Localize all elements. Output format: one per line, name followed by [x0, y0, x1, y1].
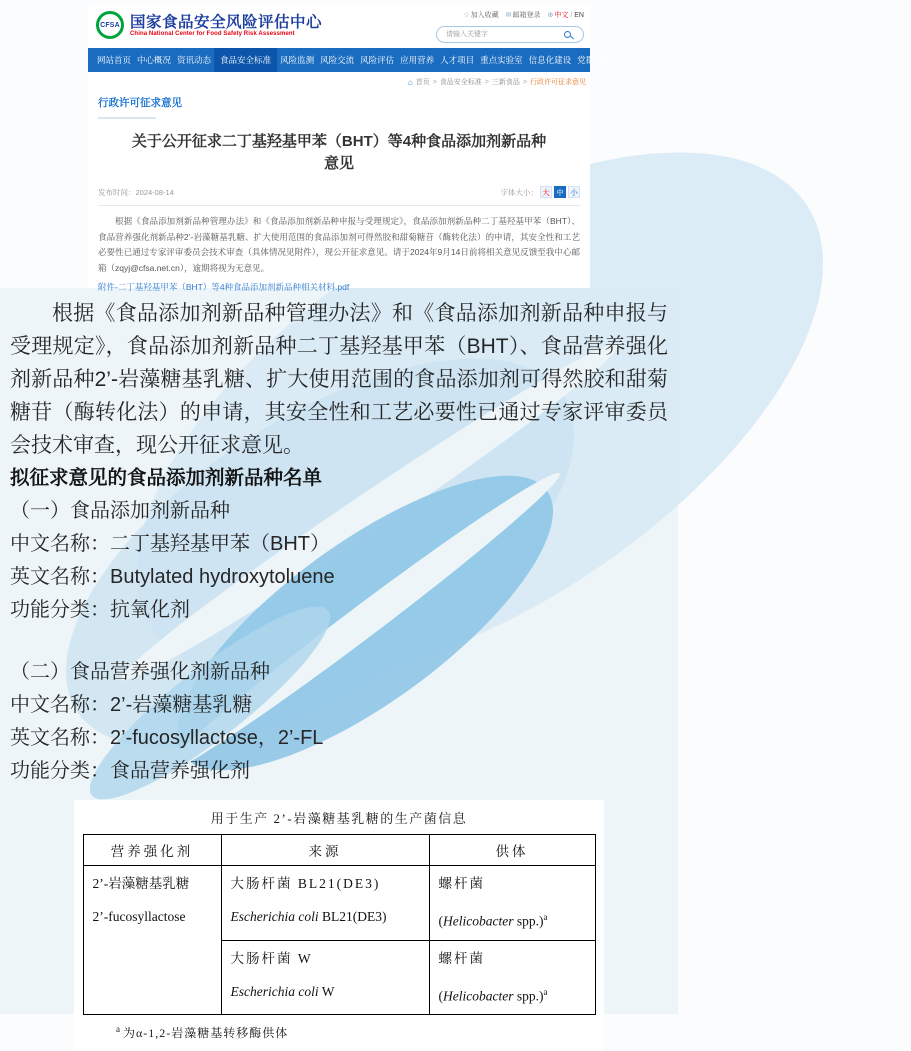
lang-en-link[interactable]: EN	[574, 12, 584, 19]
document-body-area	[0, 288, 678, 1040]
font-size-large-button[interactable]: 大	[540, 186, 552, 198]
nav-item-informatization[interactable]: 信息化建设	[528, 55, 572, 65]
cell-donor-1: 螺杆菌 (Helicobacter spp.)$^a$	[429, 866, 595, 941]
article-meta	[98, 183, 580, 205]
article-header	[88, 92, 590, 295]
font-size-small-button[interactable]: 小	[568, 186, 580, 198]
mail-icon: ✉	[505, 12, 512, 19]
globe-icon: ⊕	[547, 12, 554, 19]
production-bacteria-table	[83, 834, 596, 1015]
page-title: 关于公开征求二丁基羟基甲苯（BHT）等4种食品添加剂新品种意见	[131, 133, 547, 172]
document-text	[0, 288, 678, 788]
cell-donor-2: 螺杆菌 (Helicobacter spp.)$^a$	[429, 940, 595, 1015]
nav-item-key-laboratory[interactable]: 重点实验室	[480, 55, 523, 65]
cfsa-logo-icon	[96, 11, 124, 39]
breadcrumb-current: 行政许可征求意见	[530, 79, 586, 86]
home-icon: ⌂	[407, 77, 413, 87]
attachment-pdf-link[interactable]: 附件-二丁基羟基甲苯（BHT）等4种食品添加剂新品种相关材料.pdf	[98, 282, 350, 292]
nav-item-center-overview[interactable]: 中心概况	[137, 55, 172, 65]
main-navigation	[88, 48, 612, 72]
table-footnote: $^a$ 为α-1,2-岩藻糖基转移酶供体	[116, 1024, 289, 1040]
section-2-chinese-name: 中文名称：2’-岩藻糖基乳糖	[10, 694, 253, 716]
star-icon: ☆	[463, 12, 470, 19]
search-box[interactable]	[436, 26, 584, 43]
breadcrumb: ⌂ 首页 > 食品安全标准 > 三新食品 > 行政许可征求意见	[407, 77, 586, 87]
section-1-english-name: 英文名称：Butylated hydroxytoluene	[10, 566, 335, 588]
favorite-link[interactable]: ☆加入收藏	[463, 12, 499, 19]
nav-item-party-work[interactable]: 党群工作	[577, 55, 612, 65]
nav-item-food-safety-standards-active[interactable]: 食品安全标准	[214, 48, 277, 72]
table-row	[83, 866, 595, 941]
search-icon[interactable]	[564, 31, 571, 38]
site-name-english: China National Center for Food Safety Risk Assessment	[130, 30, 295, 37]
site-logo[interactable]	[96, 11, 322, 39]
divider	[98, 205, 580, 206]
cell-source-2: 大肠杆菌 W Escherichia coli W	[221, 940, 429, 1015]
section-title: 行政许可征求意见	[98, 97, 182, 109]
nav-item-home[interactable]: 网站首页	[97, 55, 132, 65]
site-header-card	[88, 5, 612, 292]
section-1-chinese-name: 中文名称：二丁基羟基甲苯（BHT）	[10, 533, 330, 555]
font-size-label: 字体大小：	[500, 187, 538, 197]
lang-zh-link[interactable]: 中文	[554, 12, 569, 19]
logo-abbr: CFSA	[100, 21, 120, 29]
search-input[interactable]	[446, 28, 561, 41]
nav-item-news[interactable]: 资讯动态	[177, 55, 212, 65]
breadcrumb-item-standards[interactable]: 食品安全标准	[439, 79, 482, 86]
list-heading: 拟征求意见的食品添加剂新品种名单	[10, 467, 323, 489]
section-2-function-class: 功能分类：食品营养强化剂	[10, 760, 250, 782]
nav-item-risk-communication[interactable]: 风险交流	[320, 55, 355, 65]
document-paragraph: 根据《食品添加剂新品种管理办法》和《食品添加剂新品种申报与受理规定》，食品添加剂新品种二丁基羟基甲苯（BHT）、食品营养强化剂新品种2’-岩藻糖基乳糖、扩大使用范围的食品添加剂可得然胶和甜菊糖苷（酶转化法）的申请，其安全性和工艺必要性已通过专家评审委员会技术审查，现公开征求意见。	[10, 302, 668, 457]
nav-item-applied-nutrition[interactable]: 应用营养	[400, 55, 435, 65]
section-underline	[98, 117, 156, 119]
site-top-bar	[88, 5, 590, 48]
nav-item-risk-assessment[interactable]: 风险评估	[360, 55, 395, 65]
production-bacteria-table-card	[74, 800, 604, 1051]
publish-date: 发布时间：2024-08-14	[98, 187, 174, 197]
mail-login-link[interactable]: ✉邮箱登录	[505, 12, 541, 19]
section-1-function-class: 功能分类：抗氧化剂	[10, 599, 190, 621]
header-source: 来源	[221, 835, 429, 866]
breadcrumb-home[interactable]: 首页	[415, 79, 430, 86]
font-size-control	[501, 186, 581, 198]
cell-source-1: 大肠杆菌 BL21(DE3) Escherichia coli BL21(DE3)	[221, 866, 429, 941]
language-switch: ⊕中文 / EN	[547, 12, 584, 19]
spacer	[10, 627, 668, 656]
article-summary: 根据《食品添加剂新品种管理办法》和《食品添加剂新品种申报与受理规定》，食品添加剂新品种二丁基羟基甲苯（BHT）、食品营养强化剂新品种2’-岩藻糖基乳糖、扩大使用范围的食品添加剂可得然胶和甜菊糖苷（酶转化法）的申请，其安全性和工艺必要性已通过专家评审委员会技术审查（具体情况见附件），现公开征求意见。请于2024年9月14日前将相关意见反馈至我中心邮箱（zqyj@cfsa.net.cn），逾期将视为无意见。	[98, 216, 580, 273]
font-size-medium-button[interactable]: 中	[554, 186, 566, 198]
section-1-heading: （一）食品添加剂新品种	[10, 500, 230, 522]
table-header-row	[83, 835, 595, 866]
cell-nutrient: 2’-岩藻糖基乳糖 2’-fucosyllactose	[83, 866, 221, 1015]
section-2-heading: （二）食品营养强化剂新品种	[10, 661, 270, 683]
header-nutrient: 营养强化剂	[83, 835, 221, 866]
nav-item-risk-monitoring[interactable]: 风险监测	[280, 55, 315, 65]
section-2-english-name: 英文名称：2’-fucosyllactose，2’-FL	[10, 727, 324, 749]
header-donor: 供体	[429, 835, 595, 866]
table-title: 用于生产 2’-岩藻糖基乳糖的生产菌信息	[210, 811, 468, 826]
breadcrumb-item-three-new-foods[interactable]: 三新食品	[491, 79, 520, 86]
nav-item-talent-program[interactable]: 人才项目	[440, 55, 475, 65]
site-name: 国家食品安全风险评估中心	[130, 13, 323, 31]
utility-links	[463, 10, 584, 20]
